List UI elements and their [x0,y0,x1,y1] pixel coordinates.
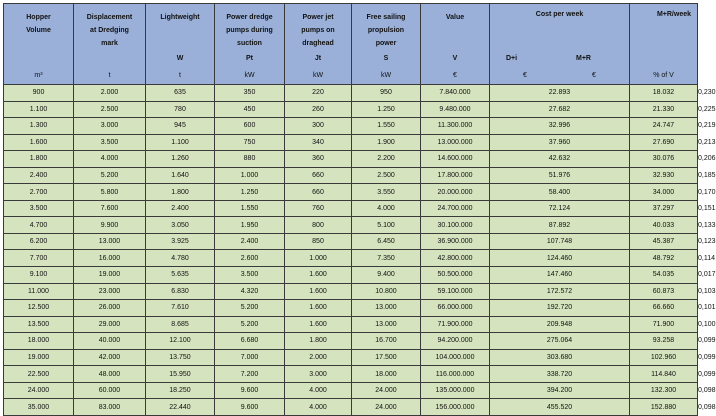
cell-displacement: 83.000 [74,399,146,416]
cell-dpi: 27.682 [490,101,630,118]
cell-dredge-pumps: 7.000 [215,349,285,366]
cell-displacement: 7.600 [74,200,146,217]
cell-displacement: 3.500 [74,134,146,151]
cell-dpi: 455.520 [490,399,630,416]
cell-hopper-volume: 19.000 [4,349,74,366]
cell-dpi: 87.892 [490,217,630,234]
cell-hopper-volume: 7.700 [4,250,74,267]
header-dredge-pumps [215,4,285,85]
cell-dpi: 275.064 [490,333,630,350]
cell-jet-pumps: 220 [285,85,352,102]
header-title: Power jet pumps on draghead [301,14,335,47]
table-row: 6.200 13.000 3.925 2.400 850 6.450 36.900.000 107.748 45.387 0,123 [4,233,698,250]
header-title: Displacement at Dredging mark [86,14,133,47]
cell-jet-pumps: 4.000 [285,399,352,416]
cell-displacement: 42.000 [74,349,146,366]
header-symbol: Jt [314,55,322,62]
cell-sailing-power: 10.800 [352,283,421,300]
cell-hopper-volume: 2.700 [4,184,74,201]
cell-jet-pumps: 660 [285,184,352,201]
cell-dpi: 107.748 [490,233,630,250]
cell-mr: 48.792 [630,250,698,267]
cell-dredge-pumps: 9.600 [215,382,285,399]
header-title: Lightweight [160,14,200,21]
cell-displacement: 16.000 [74,250,146,267]
cell-value: 42.800.000 [421,250,490,267]
cell-dpi: 32.996 [490,118,630,135]
cell-hopper-volume: 12.500 [4,300,74,317]
cell-dredge-pumps: 450 [215,101,285,118]
cell-lightweight: 18.250 [146,382,215,399]
header-dpi-unit: € [523,72,527,79]
cell-jet-pumps: 800 [285,217,352,234]
cell-lightweight: 6.830 [146,283,215,300]
table-row: 3.500 7.600 2.400 1.550 760 4.000 24.700.000 72.124 37.297 0,151 [4,200,698,217]
header-mr-unit: € [592,72,596,79]
cell-dpi: 124.460 [490,250,630,267]
cell-sailing-power: 3.550 [352,184,421,201]
cell-sailing-power: 5.100 [352,217,421,234]
cell-dpi: 172.572 [490,283,630,300]
cell-displacement: 29.000 [74,316,146,333]
table-row: 1.600 3.500 1.100 750 340 1.900 13.000.000 37.960 27.690 0,213 [4,134,698,151]
cell-hopper-volume: 1.300 [4,118,74,135]
cell-sailing-power: 7.350 [352,250,421,267]
cell-hopper-volume: 9.100 [4,267,74,284]
cell-value: 116.000.000 [421,366,490,383]
table-body [4,85,716,416]
header-row [4,4,698,85]
cell-mr: 37.297 [630,200,698,217]
header-unit: € [453,72,457,79]
cell-dredge-pumps: 5.200 [215,300,285,317]
table-row: 12.500 26.000 7.610 5.200 1.600 13.000 66.000.000 192.720 66.660 0,101 [4,300,698,317]
cell-mr: 27.690 [630,134,698,151]
cell-jet-pumps: 260 [285,101,352,118]
cell-sailing-power: 13.000 [352,316,421,333]
table-row: 1.100 2.500 780 450 260 1.250 9.480.000 27.682 21.330 0,225 [4,101,698,118]
table-row: 9.100 19.000 5.635 3.500 1.600 9.400 50.500.000 147.460 54.035 0,017 [4,267,698,284]
header-title: Power dredge pumps during suction [226,14,273,47]
cell-displacement: 3.000 [74,118,146,135]
cell-mr: 30.076 [630,151,698,168]
cell-dpi: 303.680 [490,349,630,366]
cell-dredge-pumps: 6.680 [215,333,285,350]
cell-sailing-power: 9.400 [352,267,421,284]
cell-sailing-power: 16.700 [352,333,421,350]
cell-lightweight: 945 [146,118,215,135]
header-title: Free sailing propulsion power [366,14,406,47]
dredger-cost-table [3,3,716,416]
cell-hopper-volume: 35.000 [4,399,74,416]
cell-jet-pumps: 3.000 [285,366,352,383]
cell-mr: 32.930 [630,167,698,184]
cell-lightweight: 7.610 [146,300,215,317]
header-title: Value [445,14,465,21]
header-symbol: Pt [246,55,253,62]
cell-jet-pumps: 760 [285,200,352,217]
cell-hopper-volume: 22.500 [4,366,74,383]
cell-mr: 60.873 [630,283,698,300]
cell-dredge-pumps: 1.950 [215,217,285,234]
header-dpi-symbol: D+i [506,55,518,62]
cell-displacement: 13.000 [74,233,146,250]
cell-jet-pumps: 1.800 [285,333,352,350]
header-symbol: W [176,55,184,62]
header-jet-pumps [285,4,352,85]
cell-dredge-pumps: 7.200 [215,366,285,383]
cell-dredge-pumps: 750 [215,134,285,151]
cell-hopper-volume: 900 [4,85,74,102]
table-row: 1.800 4.000 1.260 880 360 2.200 14.600.000 42.632 30.076 0,206 [4,151,698,168]
table-row: 22.500 48.000 15.950 7.200 3.000 18.000 116.000.000 338.720 114.840 0,099 [4,366,698,383]
cell-mr: 132.300 [630,382,698,399]
header-unit: t [108,72,111,79]
cell-value: 7.840.000 [421,85,490,102]
cell-sailing-power: 6.450 [352,233,421,250]
cell-sailing-power: 1.900 [352,134,421,151]
cell-sailing-power: 24.000 [352,382,421,399]
cell-sailing-power: 13.000 [352,300,421,317]
cell-jet-pumps: 300 [285,118,352,135]
cell-dpi: 192.720 [490,300,630,317]
table-row: 900 2.000 635 350 220 950 7.840.000 22.893 18.032 0,230 [4,85,698,102]
cell-jet-pumps: 1.600 [285,283,352,300]
cell-mr: 21.330 [630,101,698,118]
cell-sailing-power: 24.000 [352,399,421,416]
cell-value: 156.000.000 [421,399,490,416]
cell-value: 104.000.000 [421,349,490,366]
cell-lightweight: 22.440 [146,399,215,416]
cell-lightweight: 1.800 [146,184,215,201]
header-symbol: V [452,55,458,62]
cell-displacement: 2.000 [74,85,146,102]
header-unit: % of V [653,72,674,79]
cell-displacement: 19.000 [74,267,146,284]
cell-dpi: 37.960 [490,134,630,151]
cell-hopper-volume: 11.000 [4,283,74,300]
cell-dredge-pumps: 3.500 [215,267,285,284]
cell-mr: 93.258 [630,333,698,350]
cell-lightweight: 3.050 [146,217,215,234]
cell-dredge-pumps: 880 [215,151,285,168]
header-cost-per-week [490,4,630,85]
cell-dpi: 51.976 [490,167,630,184]
cell-lightweight: 635 [146,85,215,102]
cell-dpi: 394.200 [490,382,630,399]
cell-mr: 24.747 [630,118,698,135]
cell-value: 9.480.000 [421,101,490,118]
cell-hopper-volume: 4.700 [4,217,74,234]
cell-sailing-power: 950 [352,85,421,102]
cell-jet-pumps: 1.600 [285,267,352,284]
cell-lightweight: 12.100 [146,333,215,350]
cell-value: 13.000.000 [421,134,490,151]
cell-jet-pumps: 1.600 [285,300,352,317]
cell-dredge-pumps: 1.250 [215,184,285,201]
cell-value: 66.000.000 [421,300,490,317]
cell-value: 24.700.000 [421,200,490,217]
cell-dredge-pumps: 2.600 [215,250,285,267]
cell-lightweight: 4.780 [146,250,215,267]
cell-jet-pumps: 850 [285,233,352,250]
header-lightweight [146,4,215,85]
cell-sailing-power: 2.200 [352,151,421,168]
cell-hopper-volume: 2.400 [4,167,74,184]
table-row: 13.500 29.000 8.685 5.200 1.600 13.000 71.900.000 209.948 71.900 0,100 [4,316,698,333]
cell-hopper-volume: 24.000 [4,382,74,399]
table-row: 11.000 23.000 6.830 4.320 1.600 10.800 59.100.000 172.572 60.873 0,103 [4,283,698,300]
cell-displacement: 5.200 [74,167,146,184]
cell-displacement: 40.000 [74,333,146,350]
cell-value: 17.800.000 [421,167,490,184]
cell-displacement: 9.900 [74,217,146,234]
cell-jet-pumps: 340 [285,134,352,151]
cell-lightweight: 1.260 [146,151,215,168]
cell-dpi: 338.720 [490,366,630,383]
cell-mr: 45.387 [630,233,698,250]
cell-displacement: 26.000 [74,300,146,317]
cell-hopper-volume: 3.500 [4,200,74,217]
cell-value: 94.200.000 [421,333,490,350]
cell-dredge-pumps: 5.200 [215,316,285,333]
cell-lightweight: 2.400 [146,200,215,217]
cell-dredge-pumps: 1.550 [215,200,285,217]
cell-mr: 34.000 [630,184,698,201]
header-unit: kW [244,72,255,79]
cell-jet-pumps: 4.000 [285,382,352,399]
cell-sailing-power: 2.500 [352,167,421,184]
table-row: 24.000 60.000 18.250 9.600 4.000 24.000 135.000.000 394.200 132.300 0,098 [4,382,698,399]
cell-dpi: 209.948 [490,316,630,333]
cell-dpi: 72.124 [490,200,630,217]
header-value [421,4,490,85]
cell-value: 50.500.000 [421,267,490,284]
cell-dredge-pumps: 600 [215,118,285,135]
table-row: 2.400 5.200 1.640 1.000 660 2.500 17.800.000 51.976 32.930 0,185 [4,167,698,184]
header-unit: kW [380,72,392,79]
header-mr-week [630,4,698,85]
table-row: 1.300 3.000 945 600 300 1.550 11.300.000 32.996 24.747 0,219 [4,118,698,135]
header-unit: m³ [34,72,43,79]
cell-lightweight: 13.750 [146,349,215,366]
cell-lightweight: 1.100 [146,134,215,151]
cell-value: 11.300.000 [421,118,490,135]
cell-sailing-power: 17.500 [352,349,421,366]
cell-displacement: 2.500 [74,101,146,118]
header-title: Cost per week [535,11,584,18]
cell-lightweight: 5.635 [146,267,215,284]
cell-sailing-power: 4.000 [352,200,421,217]
header-unit: kW [312,72,324,79]
cell-dredge-pumps: 4.320 [215,283,285,300]
cell-mr: 102.960 [630,349,698,366]
table-row: 19.000 42.000 13.750 7.000 2.000 17.500 104.000.000 303.680 102.960 0,099 [4,349,698,366]
cell-dpi: 147.460 [490,267,630,284]
cell-hopper-volume: 18.000 [4,333,74,350]
dredger-cost-table-container [3,3,716,416]
cell-hopper-volume: 1.800 [4,151,74,168]
cell-hopper-volume: 1.600 [4,134,74,151]
header-hopper-volume [4,4,74,85]
header-displacement [74,4,146,85]
table-row: 4.700 9.900 3.050 1.950 800 5.100 30.100.000 87.892 40.033 0,133 [4,217,698,234]
cell-dredge-pumps: 350 [215,85,285,102]
cell-sailing-power: 18.000 [352,366,421,383]
cell-dpi: 42.632 [490,151,630,168]
cell-dredge-pumps: 1.000 [215,167,285,184]
cell-displacement: 48.000 [74,366,146,383]
cell-mr: 54.035 [630,267,698,284]
cell-value: 30.100.000 [421,217,490,234]
cell-hopper-volume: 1.100 [4,101,74,118]
cell-displacement: 60.000 [74,382,146,399]
cell-dpi: 58.400 [490,184,630,201]
cell-value: 14.600.000 [421,151,490,168]
header-symbol: S [383,55,389,62]
cell-value: 71.900.000 [421,316,490,333]
cell-lightweight: 1.640 [146,167,215,184]
cell-mr: 114.840 [630,366,698,383]
cell-lightweight: 15.950 [146,366,215,383]
cell-dpi: 22.893 [490,85,630,102]
cell-hopper-volume: 13.500 [4,316,74,333]
table-row: 7.700 16.000 4.780 2.600 1.000 7.350 42.800.000 124.460 48.792 0,114 [4,250,698,267]
table-row: 18.000 40.000 12.100 6.680 1.800 16.700 94.200.000 275.064 93.258 0,099 [4,333,698,350]
cell-mr: 18.032 [630,85,698,102]
cell-mr: 71.900 [630,316,698,333]
cell-jet-pumps: 2.000 [285,349,352,366]
cell-displacement: 4.000 [74,151,146,168]
header-mr-symbol: M+R [576,55,591,62]
cell-value: 20.000.000 [421,184,490,201]
cell-lightweight: 780 [146,101,215,118]
cell-displacement: 5.800 [74,184,146,201]
cell-value: 36.900.000 [421,233,490,250]
cell-displacement: 23.000 [74,283,146,300]
cell-value: 135.000.000 [421,382,490,399]
cell-mr: 152.880 [630,399,698,416]
table-row: 35.000 83.000 22.440 9.600 4.000 24.000 156.000.000 455.520 152.880 0,098 [4,399,698,416]
cell-dredge-pumps: 9.600 [215,399,285,416]
header-title: M+R/week [656,11,691,18]
table-row: 2.700 5.800 1.800 1.250 660 3.550 20.000.000 58.400 34.000 0,170 [4,184,698,201]
cell-sailing-power: 1.550 [352,118,421,135]
cell-hopper-volume: 6.200 [4,233,74,250]
cell-value: 59.100.000 [421,283,490,300]
cell-sailing-power: 1.250 [352,101,421,118]
header-sailing-power [352,4,421,85]
cell-jet-pumps: 1.600 [285,316,352,333]
cell-lightweight: 8.685 [146,316,215,333]
header-unit: t [179,72,181,79]
cell-jet-pumps: 1.000 [285,250,352,267]
cell-mr: 40.033 [630,217,698,234]
cell-mr: 66.660 [630,300,698,317]
cell-jet-pumps: 660 [285,167,352,184]
cell-jet-pumps: 360 [285,151,352,168]
header-title: Hopper Volume [26,14,51,34]
cell-dredge-pumps: 2.400 [215,233,285,250]
cell-lightweight: 3.925 [146,233,215,250]
